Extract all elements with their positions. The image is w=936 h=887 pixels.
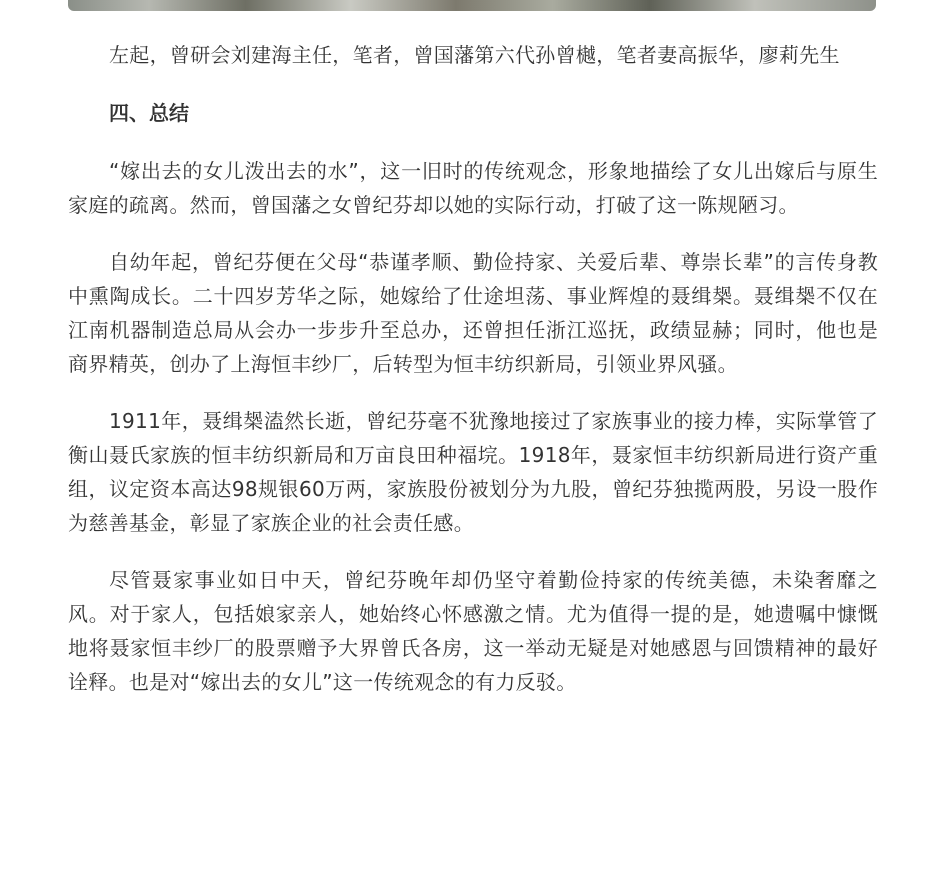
paragraph: 1911年，聂缉椝溘然长逝，曾纪芬毫不犹豫地接过了家族事业的接力棒，实际掌管了衡山聂氏家族的恒丰纺织新局和万亩良田种福垸。1918年，聂家恒丰纺织新局进行资产重组，议定资本高达98规银60万两，家族股份被划分为九股，曾纪芬独揽两股，另设一股作为慈善基金，彰显了家族企业的社会责任感。 xyxy=(68,409,878,535)
article-body xyxy=(68,38,878,699)
paragraph: 尽管聂家事业如日中天，曾纪芬晚年却仍坚守着勤俭持家的传统美德，未染奢靡之风。对于家人，包括娘家亲人，她始终心怀感激之情。尤为值得一提的是，她遗嘱中慷慨地将聂家恒丰纱厂的股票赠予大界曾氏各房，这一举动无疑是对她感恩与回馈精神的最好诠释。也是对“嫁出去的女儿”这一传统观念的有力反驳。 xyxy=(68,568,878,694)
paragraph: 自幼年起，曾纪芬便在父母“恭谨孝顺、勤俭持家、关爱后辈、尊崇长辈”的言传身教中熏陶成长。二十四岁芳华之际，她嫁给了仕途坦荡、事业辉煌的聂缉椝。聂缉椝不仅在江南机器制造总局从会办一步步升至总办，还曾担任浙江巡抚，政绩显赫；同时，他也是商界精英，创办了上海恒丰纱厂，后转型为恒丰纺织新局，引领业界风骚。 xyxy=(68,250,878,376)
section-heading: 四、总结 xyxy=(109,101,189,125)
paragraph: “嫁出去的女儿泼出去的水”，这一旧时的传统观念，形象地描绘了女儿出嫁后与原生家庭的疏离。然而，曾国藩之女曾纪芬却以她的实际行动，打破了这一陈规陋习。 xyxy=(68,159,878,217)
photo-bottom-edge xyxy=(68,0,876,11)
photo-caption: 左起，曾研会刘建海主任，笔者，曾国藩第六代孙曾樾，笔者妻高振华，廖莉先生 xyxy=(109,43,840,67)
